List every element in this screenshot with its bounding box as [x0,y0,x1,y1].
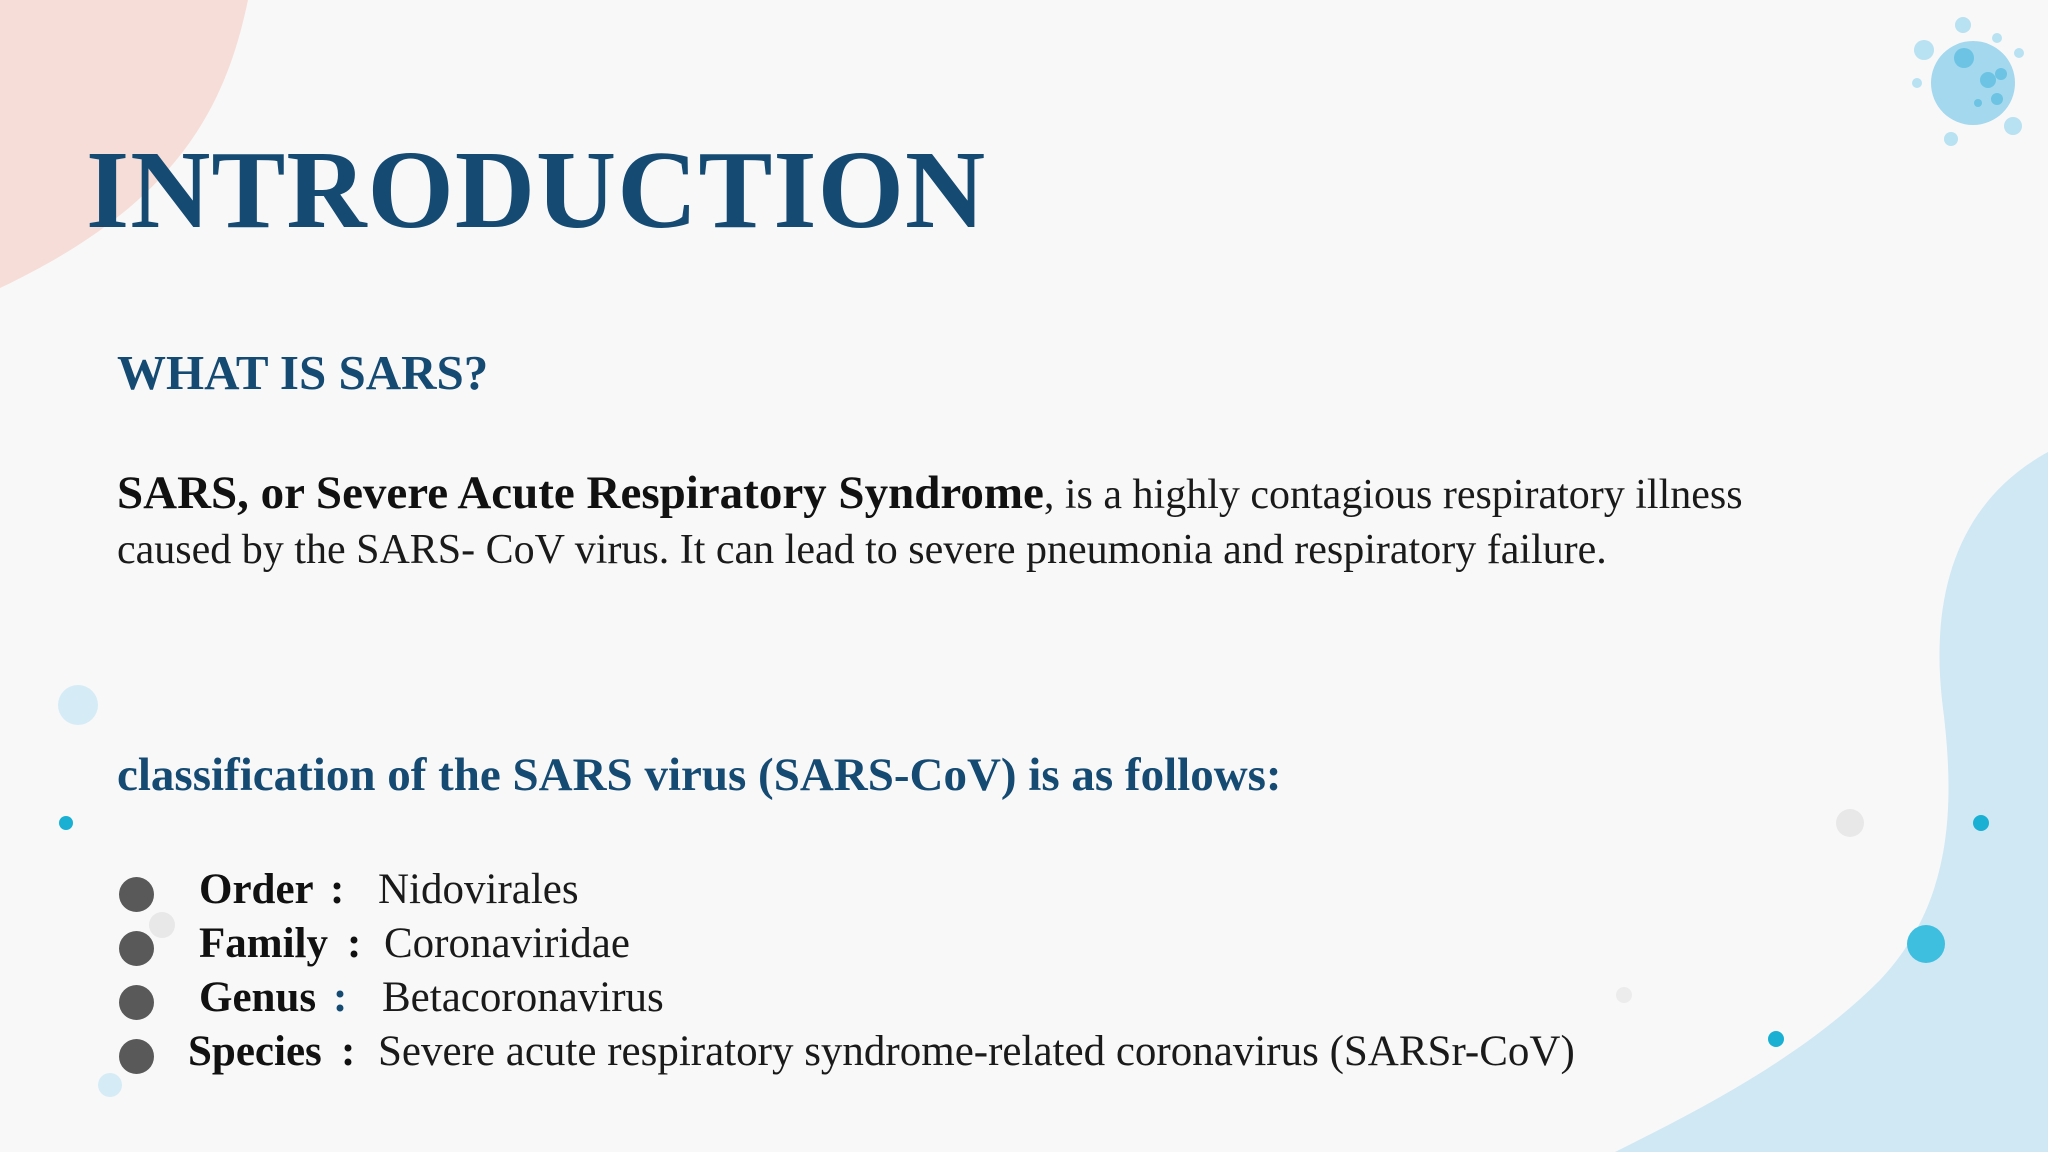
taxonomy-separator: : [341,1028,356,1075]
deco-dot [149,912,175,938]
taxonomy-value: Betacoronavirus [382,974,664,1021]
taxonomy-value: Severe acute respiratory syndrome-related coronavirus (SARSr-CoV) [378,1028,1575,1075]
deco-dot [1907,925,1945,963]
taxonomy-value: Nidovirales [378,866,579,913]
deco-dot [59,816,73,830]
bullet-icon [119,985,154,1020]
taxonomy-separator: : [330,866,345,913]
taxonomy-label: Order [199,866,314,913]
taxonomy-label: Species [188,1028,322,1075]
slide-title: INTRODUCTION [86,129,987,252]
deco-dot [98,1073,122,1097]
bullet-icon [119,1039,154,1074]
deco-dot [1616,987,1632,1003]
bullet-icon [119,877,154,912]
definition-text: , is a highly contagious respiratory illness caused by the SARS- CoV virus. It can lead to severe pneumonia and respiratory failure. [117,472,1743,573]
definition-paragraph [117,466,1767,578]
taxonomy-label: Family [199,920,328,967]
deco-dot [1768,1031,1784,1047]
bullet-icon [119,931,154,966]
taxonomy-label: Genus [199,974,317,1021]
section-heading: WHAT IS SARS? [117,345,489,400]
deco-dot [1973,815,1989,831]
taxonomy-separator: : [347,920,362,967]
deco-dot [58,685,98,725]
deco-dot [1836,809,1864,837]
virus-icon [1912,17,2024,146]
classification-heading: classification of the SARS virus (SARS-CoV) is as follows: [117,749,1282,801]
taxonomy-value: Coronaviridae [384,920,630,967]
definition-term: SARS, or Severe Acute Respiratory Syndrome [117,467,1044,519]
taxonomy-separator: : [333,974,348,1021]
